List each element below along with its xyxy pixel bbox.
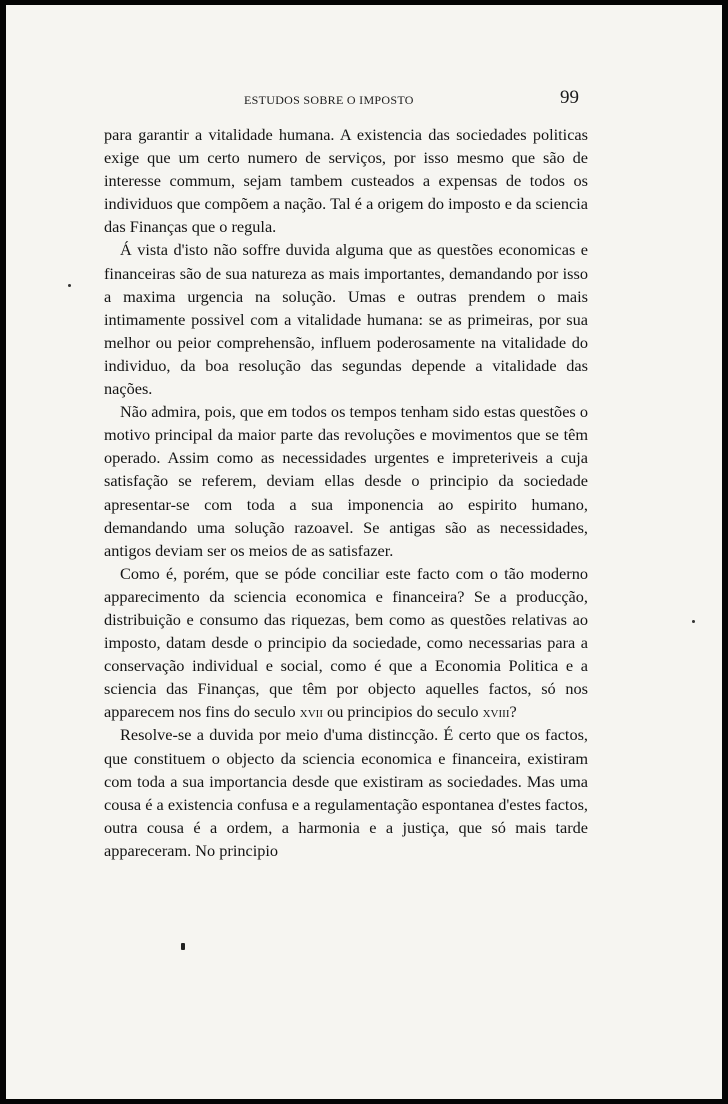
paragraph-5: Resolve-se a duvida por meio d'uma distincção. É certo que os factos, que constituem o objecto da sciencia economica e financeira, existiram com toda a sua importancia desde que existiram as sociedades. Mas uma cousa é a existencia confusa e a regulamentação espontanea d'estes factos, outra cousa é a ordem, a harmonia e a justiça, que só mais tarde appareceram. No principio bbox=[104, 725, 588, 860]
book-page bbox=[6, 5, 722, 1099]
paragraph-1: para garantir a vitalidade humana. A existencia das sociedades politicas exige que um certo numero de serviços, por isso mesmo que são de interesse commum, sejam tambem custeados a expensas de todos os individuos que compõem a nação. Tal é a origem do imposto e da sciencia das Finanças que o regula. bbox=[104, 125, 588, 237]
ink-speck bbox=[181, 943, 185, 950]
paragraph-3: Não admira, pois, que em todos os tempos tenham sido estas questões o motivo principal da maior parte das revoluções e movimentos que se têm operado. Assim como as necessidades urgentes e impreteriveis a cuja satisfação se referem, deviam ellas desde o principio da sociedade apresentar-se com toda a sua imponencia ao espirito humano, demandando uma solução razoavel. Se antigas são as necessidades, antigos deviam ser os meios de as satisfazer. bbox=[104, 402, 588, 560]
paragraph-4-middle: ou principios do seculo bbox=[322, 702, 483, 722]
century-17: xvii bbox=[299, 702, 323, 722]
paragraph-4-end: ? bbox=[509, 702, 517, 722]
paragraph-4 bbox=[104, 562, 588, 724]
paragraph-4-text: Como é, porém, que se póde conciliar este facto com o tão moderno apparecimento da sciencia economica e financeira? Se a producção, distribuição e consumo das riquezas, bem como as questões relativas ao imposto, datam desde o principio da sociedade, como necessarias para a conservação individual e social, como é que a Economia Politica e a sciencia das Finanças, que têm por objecto aquelles factos, só nos apparecem nos fins do seculo bbox=[104, 563, 588, 722]
body-text bbox=[104, 123, 588, 862]
paragraph-2: Á vista d'isto não soffre duvida alguma que as questões economicas e financeiras são de sua natureza as mais importantes, demandando por isso a maxima urgencia na solução. Umas e outras prendem o mais intimamente possivel com a vitalidade humana: se as primeiras, por sua melhor ou peior comprehensão, influem poderosamente na vitalidade do individuo, da boa resolução das segundas depende a vitalidade das nações. bbox=[104, 240, 588, 399]
running-head: ESTUDOS SOBRE O IMPOSTO bbox=[244, 93, 414, 107]
page-number: 99 bbox=[560, 87, 579, 108]
margin-speck bbox=[692, 620, 695, 623]
century-18: xviii bbox=[482, 702, 510, 722]
margin-speck bbox=[68, 284, 71, 287]
